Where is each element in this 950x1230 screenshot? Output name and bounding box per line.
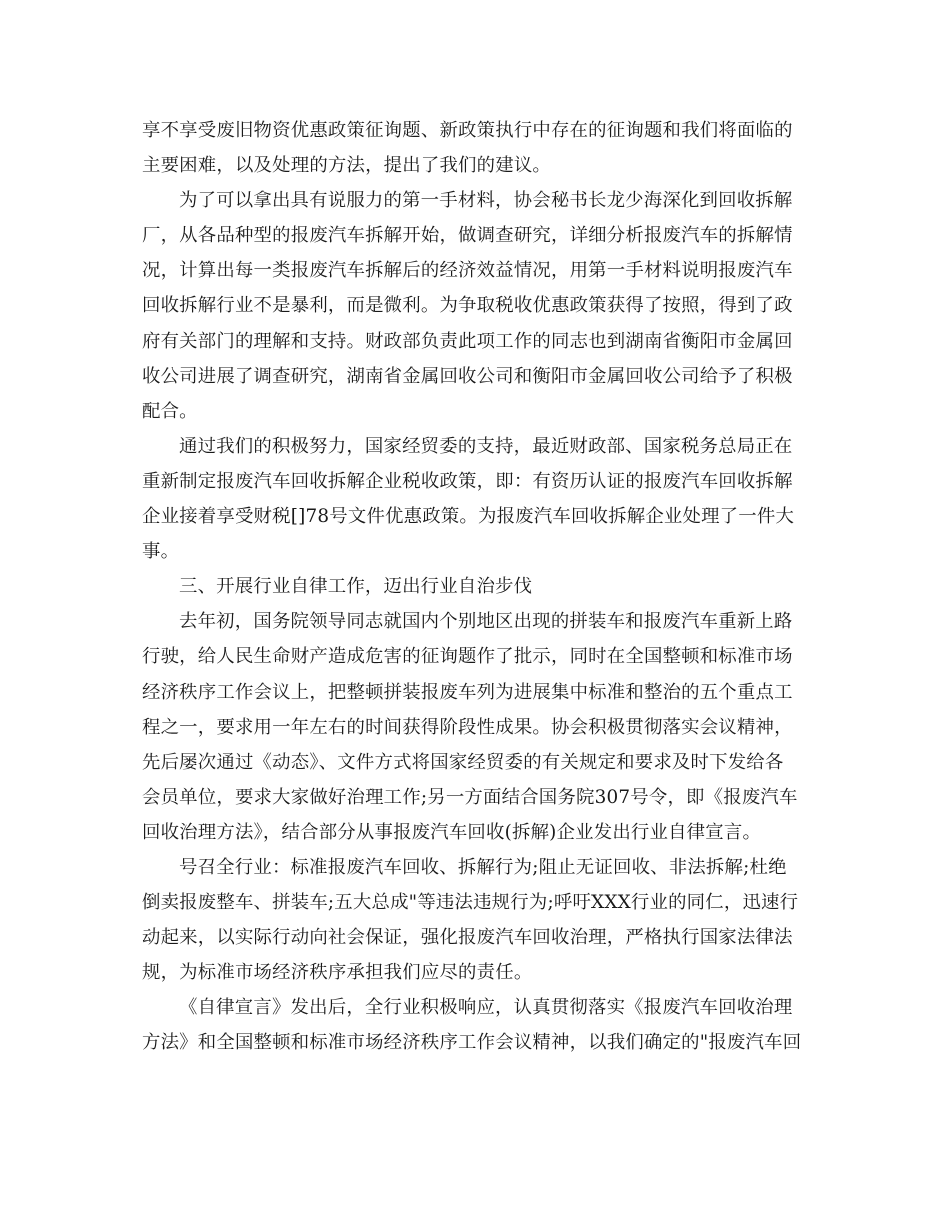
text-line: 配合。 [142, 400, 198, 422]
text-line: 程之一，要求用一年左右的时间获得阶段性成果。协会积极贯彻落实会议精神， [142, 716, 793, 738]
text-line: 为了可以拿出具有说服力的第一手材料，协会秘书长龙少海深化到回收拆解 [179, 190, 793, 212]
text-line: 会员单位，要求大家做好治理工作;另一方面结合国务院307号令，即《报废汽车 [142, 786, 798, 808]
text-line: 回收拆解行业不是暴利，而是微利。为争取税收优惠政策获得了按照，得到了政 [142, 295, 793, 317]
text-line: 动起来，以实际行动向社会保证，强化报废汽车回收治理，严格执行国家法律法 [142, 927, 793, 949]
text-line: 经济秩序工作会议上，把整顿拼装报废车列为进展集中标准和整治的五个重点工 [142, 681, 793, 703]
text-line: 享不享受废旧物资优惠政策征询题、新政策执行中存在的征询题和我们将面临的 [142, 120, 793, 141]
text-line: 《自律宣言》发出后，全行业积极响应，认真贯彻落实《报废汽车回收治理 [179, 997, 793, 1019]
text-line: 收公司进展了调查研究，湖南省金属回收公司和衡阳市金属回收公司给予了积极 [142, 365, 793, 387]
text-line: 事。 [142, 541, 180, 563]
heading-line: 三、开展行业自律工作，迈出行业自治步伐 [179, 576, 533, 598]
text-line: 重新制定报废汽车回收拆解企业税收政策，即：有资历认证的报废汽车回收拆解 [142, 470, 793, 492]
paragraph [142, 990, 806, 1060]
paragraph [142, 183, 806, 429]
text-line: 况，计算出每一类报废汽车拆解后的经济效益情况，用第一手材料说明报废汽车 [142, 260, 793, 282]
text-line: 通过我们的积极努力，国家经贸委的支持，最近财政部、国家税务总局正在 [179, 435, 793, 457]
text-line: 府有关部门的理解和支持。财政部负责此项工作的同志也到湖南省衡阳市金属回 [142, 330, 793, 352]
text-line: 先后屡次通过《动态》、文件方式将国家经贸委的有关规定和要求及时下发给各 [142, 751, 784, 773]
text-line: 规，为标准市场经济秩序承担我们应尽的责任。 [142, 962, 533, 984]
paragraph [142, 113, 806, 183]
paragraph [142, 604, 806, 850]
text-line: 主要困难，以及处理的方法，提出了我们的建议。 [142, 155, 551, 177]
section-heading [142, 569, 806, 604]
document-body [142, 113, 806, 1061]
text-line: 厂，从各品种型的报废汽车拆解开始，做调查研究，详细分析报废汽车的拆解情 [142, 225, 793, 247]
text-line: 去年初，国务院领导同志就国内个别地区出现的拼装车和报废汽车重新上路 [179, 611, 793, 633]
text-line: 行驶，给人民生命财产造成危害的征询题作了批示，同时在全国整顿和标准市场 [142, 646, 793, 668]
text-line: 倒卖报废整车、拼装车;五大总成"等违法违规行为;呼吁XXX行业的同仁，迅速行 [142, 892, 799, 914]
text-line: 方法》和全国整顿和标准市场经济秩序工作会议精神，以我们确定的"报废汽车回 [142, 1032, 802, 1054]
text-line: 号召全行业：标准报废汽车回收、拆解行为;阻止无证回收、非法拆解;杜绝 [179, 856, 787, 878]
paragraph [142, 429, 806, 569]
text-line: 企业接着享受财税[]78号文件优惠政策。为报废汽车回收拆解企业处理了一件大 [142, 506, 795, 528]
paragraph [142, 850, 806, 990]
text-line: 回收治理方法》，结合部分从事报废汽车回收(拆解)企业发出行业自律宣言。 [142, 821, 762, 843]
